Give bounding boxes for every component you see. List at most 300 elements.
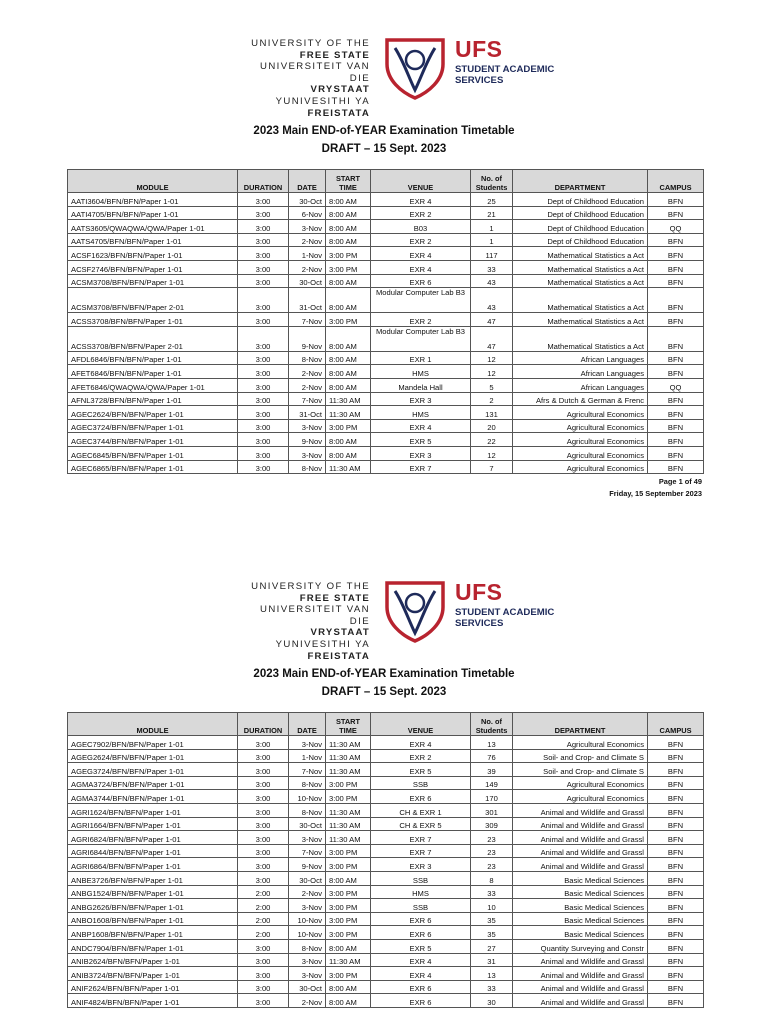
module-cell: ACSS3708/BFN/BFN/Paper 2-01 — [68, 326, 238, 351]
header-line: No. of — [481, 717, 502, 726]
students-cell: 301 — [471, 803, 513, 817]
column-header-campus: CAMPUS — [648, 713, 704, 736]
document-subtitle: DRAFT – 15 Sept. 2023 — [321, 686, 447, 698]
table-row — [68, 351, 704, 365]
venue-cell: SSB — [371, 899, 471, 913]
module-cell: ACSM3708/BFN/BFN/Paper 1-01 — [68, 274, 238, 288]
campus-cell: BFN — [648, 980, 704, 994]
venue-cell: EXR 3 — [371, 446, 471, 460]
duration-cell: 3:00 — [238, 939, 289, 953]
module-cell: ACSM3708/BFN/BFN/Paper 2-01 — [68, 288, 238, 313]
venue-cell: CH & EXR 1 — [371, 803, 471, 817]
table-row — [68, 939, 704, 953]
department-cell: African Languages — [513, 378, 648, 392]
campus-cell: BFN — [648, 433, 704, 447]
duration-cell: 2:00 — [238, 926, 289, 940]
table-row — [68, 912, 704, 926]
department-cell: Basic Medical Sciences — [513, 912, 648, 926]
campus-cell: BFN — [648, 206, 704, 220]
header-line: No. of — [481, 174, 502, 183]
duration-cell: 3:00 — [238, 790, 289, 804]
duration-cell: 3:00 — [238, 844, 289, 858]
time-cell: 3:00 PM — [326, 260, 371, 274]
venue-cell: EXR 2 — [371, 233, 471, 247]
table-row — [68, 844, 704, 858]
students-cell: 43 — [471, 288, 513, 313]
ufs-wordmark: UFS — [455, 579, 503, 605]
venue-cell: HMS — [371, 406, 471, 420]
time-cell: 8:00 AM — [326, 446, 371, 460]
date-cell: 31-Oct — [289, 288, 326, 313]
department-cell: Agricultural Economics — [513, 776, 648, 790]
table-row — [68, 193, 704, 207]
time-cell: 8:00 AM — [326, 274, 371, 288]
table-row — [68, 817, 704, 831]
campus-cell: BFN — [648, 351, 704, 365]
column-header-venue: VENUE — [371, 713, 471, 736]
header-line: TIME — [339, 183, 357, 192]
campus-cell: BFN — [648, 885, 704, 899]
venue-cell: EXR 4 — [371, 260, 471, 274]
campus-cell: BFN — [648, 419, 704, 433]
time-cell: 11:30 AM — [326, 953, 371, 967]
department-cell: Animal and Wildlife and Grassl — [513, 858, 648, 872]
date-cell: 30-Oct — [289, 871, 326, 885]
campus-cell: BFN — [648, 247, 704, 261]
table-row — [68, 406, 704, 420]
unit-name — [455, 607, 554, 629]
module-cell: ANBE3726/BFN/BFN/Paper 1-01 — [68, 871, 238, 885]
campus-cell: BFN — [648, 274, 704, 288]
campus-cell: BFN — [648, 763, 704, 777]
table-row — [68, 260, 704, 274]
department-cell: Mathematical Statistics a Act — [513, 247, 648, 261]
duration-cell: 3:00 — [238, 776, 289, 790]
table-row — [68, 233, 704, 247]
campus-cell: BFN — [648, 460, 704, 474]
department-cell: African Languages — [513, 351, 648, 365]
university-line: YUNIVESITHI YA — [275, 638, 370, 650]
date-cell: 30-Oct — [289, 193, 326, 207]
university-line: YUNIVESITHI YA — [275, 95, 370, 107]
university-line: FREISTATA — [307, 107, 370, 119]
venue-cell: Modular Computer Lab B3 — [371, 288, 471, 313]
students-cell: 13 — [471, 736, 513, 750]
venue-cell: SSB — [371, 871, 471, 885]
document-title: 2023 Main END-of-YEAR Examination Timetable — [253, 125, 515, 137]
date-cell: 6-Nov — [289, 206, 326, 220]
time-cell: 3:00 PM — [326, 419, 371, 433]
time-cell: 8:00 AM — [326, 326, 371, 351]
time-cell: 11:30 AM — [326, 392, 371, 406]
department-cell: Animal and Wildlife and Grassl — [513, 980, 648, 994]
column-header-duration: DURATION — [238, 713, 289, 736]
time-cell: 8:00 AM — [326, 365, 371, 379]
duration-cell: 3:00 — [238, 378, 289, 392]
students-cell: 33 — [471, 980, 513, 994]
department-cell: Mathematical Statistics a Act — [513, 313, 648, 327]
duration-cell: 3:00 — [238, 365, 289, 379]
module-cell: AATS4705/BFN/BFN/Paper 1-01 — [68, 233, 238, 247]
unit-name — [455, 64, 554, 86]
date-cell: 8-Nov — [289, 351, 326, 365]
department-cell: Agricultural Economics — [513, 406, 648, 420]
campus-cell: QQ — [648, 378, 704, 392]
duration-cell: 3:00 — [238, 220, 289, 234]
time-cell: 11:30 AM — [326, 763, 371, 777]
campus-cell: BFN — [648, 803, 704, 817]
module-cell: ANIB2624/BFN/BFN/Paper 1-01 — [68, 953, 238, 967]
date-cell: 7-Nov — [289, 392, 326, 406]
time-cell: 3:00 PM — [326, 247, 371, 261]
duration-cell: 3:00 — [238, 326, 289, 351]
module-cell: AGMA3744/BFN/BFN/Paper 1-01 — [68, 790, 238, 804]
students-cell: 25 — [471, 193, 513, 207]
department-cell: Afrs & Dutch & German & Frenc — [513, 392, 648, 406]
module-cell: ACSF1623/BFN/BFN/Paper 1-01 — [68, 247, 238, 261]
table-row — [68, 378, 704, 392]
department-cell: Dept of Childhood Education — [513, 220, 648, 234]
date-cell: 1-Nov — [289, 749, 326, 763]
module-cell: AATS3605/QWAQWA/QWA/Paper 1-01 — [68, 220, 238, 234]
column-header-students — [471, 170, 513, 193]
duration-cell: 3:00 — [238, 460, 289, 474]
students-cell: 35 — [471, 926, 513, 940]
time-cell: 8:00 AM — [326, 351, 371, 365]
students-cell: 149 — [471, 776, 513, 790]
department-cell: Basic Medical Sciences — [513, 899, 648, 913]
table-row — [68, 885, 704, 899]
campus-cell: BFN — [648, 844, 704, 858]
university-line: FREE STATE — [299, 49, 370, 61]
module-cell: ANBG2626/BFN/BFN/Paper 1-01 — [68, 899, 238, 913]
table-row — [68, 994, 704, 1008]
table-row — [68, 790, 704, 804]
date-cell: 3-Nov — [289, 899, 326, 913]
students-cell: 12 — [471, 351, 513, 365]
campus-cell: BFN — [648, 406, 704, 420]
table-row — [68, 392, 704, 406]
venue-cell: HMS — [371, 365, 471, 379]
table-row — [68, 871, 704, 885]
duration-cell: 3:00 — [238, 803, 289, 817]
header-line: Students — [475, 183, 508, 192]
students-cell: 5 — [471, 378, 513, 392]
date-cell: 1-Nov — [289, 247, 326, 261]
date-cell: 10-Nov — [289, 926, 326, 940]
venue-cell: B03 — [371, 220, 471, 234]
module-cell: AGRI6824/BFN/BFN/Paper 1-01 — [68, 831, 238, 845]
duration-cell: 3:00 — [238, 980, 289, 994]
campus-cell: BFN — [648, 260, 704, 274]
university-line: VRYSTAAT — [310, 84, 370, 96]
campus-cell: BFN — [648, 749, 704, 763]
venue-cell: EXR 2 — [371, 749, 471, 763]
university-line: FREE STATE — [299, 592, 370, 604]
department-cell: Dept of Childhood Education — [513, 193, 648, 207]
date-cell: 3-Nov — [289, 967, 326, 981]
duration-cell: 2:00 — [238, 912, 289, 926]
ufs-crest-icon — [381, 577, 449, 645]
venue-cell: EXR 7 — [371, 831, 471, 845]
students-cell: 31 — [471, 953, 513, 967]
duration-cell: 3:00 — [238, 967, 289, 981]
date-cell: 8-Nov — [289, 776, 326, 790]
students-cell: 23 — [471, 844, 513, 858]
time-cell: 3:00 PM — [326, 844, 371, 858]
time-cell: 8:00 AM — [326, 378, 371, 392]
date-cell: 3-Nov — [289, 220, 326, 234]
module-cell: ACSS3708/BFN/BFN/Paper 1-01 — [68, 313, 238, 327]
department-cell: Animal and Wildlife and Grassl — [513, 844, 648, 858]
venue-cell: EXR 7 — [371, 844, 471, 858]
department-cell: Mathematical Statistics a Act — [513, 326, 648, 351]
date-cell: 3-Nov — [289, 831, 326, 845]
venue-cell: EXR 4 — [371, 967, 471, 981]
table-row — [68, 288, 704, 313]
column-header-venue: VENUE — [371, 170, 471, 193]
date-cell: 10-Nov — [289, 912, 326, 926]
campus-cell: BFN — [648, 446, 704, 460]
students-cell: 23 — [471, 831, 513, 845]
venue-cell: EXR 4 — [371, 953, 471, 967]
students-cell: 33 — [471, 885, 513, 899]
module-cell: ANIF4824/BFN/BFN/Paper 1-01 — [68, 994, 238, 1008]
date-cell: 31-Oct — [289, 406, 326, 420]
university-line: VRYSTAAT — [310, 627, 370, 639]
table-row — [68, 967, 704, 981]
students-cell: 33 — [471, 260, 513, 274]
students-cell: 10 — [471, 899, 513, 913]
module-cell: ACSF2746/BFN/BFN/Paper 1-01 — [68, 260, 238, 274]
time-cell: 11:30 AM — [326, 831, 371, 845]
table-row — [68, 776, 704, 790]
time-cell: 3:00 PM — [326, 926, 371, 940]
time-cell: 11:30 AM — [326, 803, 371, 817]
department-cell: Animal and Wildlife and Grassl — [513, 967, 648, 981]
department-cell: Agricultural Economics — [513, 460, 648, 474]
duration-cell: 3:00 — [238, 831, 289, 845]
time-cell: 3:00 PM — [326, 899, 371, 913]
time-cell: 11:30 AM — [326, 817, 371, 831]
duration-cell: 3:00 — [238, 858, 289, 872]
date-cell: 30-Oct — [289, 274, 326, 288]
venue-cell: EXR 5 — [371, 433, 471, 447]
document-subtitle: DRAFT – 15 Sept. 2023 — [321, 143, 447, 155]
time-cell: 3:00 PM — [326, 790, 371, 804]
ufs-crest-icon — [381, 34, 449, 102]
venue-cell: SSB — [371, 776, 471, 790]
students-cell: 21 — [471, 206, 513, 220]
document-title: 2023 Main END-of-YEAR Examination Timetable — [253, 668, 515, 680]
time-cell: 3:00 PM — [326, 313, 371, 327]
table-row — [68, 803, 704, 817]
department-cell: Dept of Childhood Education — [513, 206, 648, 220]
campus-cell: BFN — [648, 871, 704, 885]
page-footer — [609, 476, 702, 500]
department-cell: Mathematical Statistics a Act — [513, 274, 648, 288]
date-cell: 3-Nov — [289, 736, 326, 750]
module-cell: AGRI6864/BFN/BFN/Paper 1-01 — [68, 858, 238, 872]
venue-cell: EXR 4 — [371, 193, 471, 207]
table-row — [68, 736, 704, 750]
students-cell: 27 — [471, 939, 513, 953]
campus-cell: BFN — [648, 926, 704, 940]
students-cell: 131 — [471, 406, 513, 420]
unit-line: SERVICES — [455, 75, 504, 86]
module-cell: AGEG2624/BFN/BFN/Paper 1-01 — [68, 749, 238, 763]
unit-line: STUDENT ACADEMIC — [455, 64, 555, 75]
column-header-date: DATE — [289, 170, 326, 193]
students-cell: 170 — [471, 790, 513, 804]
time-cell: 8:00 AM — [326, 233, 371, 247]
duration-cell: 3:00 — [238, 206, 289, 220]
department-cell: Soil- and Crop- and Climate S — [513, 749, 648, 763]
exam-timetable — [67, 169, 704, 474]
module-cell: AGEC3744/BFN/BFN/Paper 1-01 — [68, 433, 238, 447]
venue-cell: EXR 6 — [371, 994, 471, 1008]
venue-cell: EXR 4 — [371, 736, 471, 750]
time-cell: 8:00 AM — [326, 939, 371, 953]
time-cell: 8:00 AM — [326, 980, 371, 994]
students-cell: 8 — [471, 871, 513, 885]
date-cell: 7-Nov — [289, 313, 326, 327]
students-cell: 43 — [471, 274, 513, 288]
table-row — [68, 460, 704, 474]
table-row — [68, 247, 704, 261]
venue-cell: EXR 6 — [371, 790, 471, 804]
venue-cell: HMS — [371, 885, 471, 899]
department-cell: Mathematical Statistics a Act — [513, 288, 648, 313]
table-row — [68, 749, 704, 763]
column-header-campus: CAMPUS — [648, 170, 704, 193]
unit-line: SERVICES — [455, 618, 504, 629]
module-cell: ANBP1608/BFN/BFN/Paper 1-01 — [68, 926, 238, 940]
column-header-start-time — [326, 713, 371, 736]
duration-cell: 3:00 — [238, 817, 289, 831]
module-cell: ANIF2624/BFN/BFN/Paper 1-01 — [68, 980, 238, 994]
module-cell: AFDL6846/BFN/BFN/Paper 1-01 — [68, 351, 238, 365]
campus-cell: BFN — [648, 831, 704, 845]
time-cell: 8:00 AM — [326, 871, 371, 885]
column-header-date: DATE — [289, 713, 326, 736]
students-cell: 1 — [471, 220, 513, 234]
time-cell: 8:00 AM — [326, 994, 371, 1008]
time-cell: 11:30 AM — [326, 460, 371, 474]
duration-cell: 3:00 — [238, 406, 289, 420]
campus-cell: BFN — [648, 790, 704, 804]
campus-cell: BFN — [648, 288, 704, 313]
campus-cell: BFN — [648, 776, 704, 790]
venue-cell: EXR 4 — [371, 419, 471, 433]
time-cell: 3:00 PM — [326, 858, 371, 872]
venue-cell: Mandela Hall — [371, 378, 471, 392]
venue-cell: EXR 4 — [371, 247, 471, 261]
duration-cell: 3:00 — [238, 419, 289, 433]
date-cell: 8-Nov — [289, 939, 326, 953]
department-cell: Agricultural Economics — [513, 433, 648, 447]
module-cell: AGEC2624/BFN/BFN/Paper 1-01 — [68, 406, 238, 420]
venue-cell: EXR 7 — [371, 460, 471, 474]
campus-cell: BFN — [648, 899, 704, 913]
table-row — [68, 858, 704, 872]
column-header-department: DEPARTMENT — [513, 170, 648, 193]
header-line: START — [335, 174, 361, 183]
duration-cell: 3:00 — [238, 313, 289, 327]
date-cell: 2-Nov — [289, 260, 326, 274]
duration-cell: 3:00 — [238, 233, 289, 247]
duration-cell: 3:00 — [238, 736, 289, 750]
students-cell: 1 — [471, 233, 513, 247]
page-number: Page 1 of 49 — [658, 477, 702, 486]
duration-cell: 3:00 — [238, 749, 289, 763]
campus-cell: BFN — [648, 994, 704, 1008]
campus-cell: QQ — [648, 220, 704, 234]
venue-cell: EXR 3 — [371, 858, 471, 872]
department-cell: Quantity Surveying and Constr — [513, 939, 648, 953]
module-cell: AGRI1624/BFN/BFN/Paper 1-01 — [68, 803, 238, 817]
students-cell: 20 — [471, 419, 513, 433]
duration-cell: 3:00 — [238, 260, 289, 274]
duration-cell: 2:00 — [238, 899, 289, 913]
venue-cell: EXR 6 — [371, 912, 471, 926]
students-cell: 30 — [471, 994, 513, 1008]
students-cell: 22 — [471, 433, 513, 447]
document-page — [0, 543, 768, 1024]
campus-cell: BFN — [648, 953, 704, 967]
department-cell: Agricultural Economics — [513, 736, 648, 750]
students-cell: 35 — [471, 912, 513, 926]
duration-cell: 3:00 — [238, 392, 289, 406]
time-cell: 3:00 PM — [326, 885, 371, 899]
department-cell: Animal and Wildlife and Grassl — [513, 817, 648, 831]
university-line: UNIVERSITEIT VAN DIE — [259, 61, 370, 84]
department-cell: Soil- and Crop- and Climate S — [513, 763, 648, 777]
exam-timetable — [67, 712, 704, 1008]
venue-cell: EXR 6 — [371, 274, 471, 288]
table-row — [68, 419, 704, 433]
table-row — [68, 313, 704, 327]
students-cell: 47 — [471, 326, 513, 351]
campus-cell: BFN — [648, 967, 704, 981]
header-line: START — [335, 717, 361, 726]
date-cell: 3-Nov — [289, 419, 326, 433]
unit-line: STUDENT ACADEMIC — [455, 607, 555, 618]
module-cell: ANDC7904/BFN/BFN/Paper 1-01 — [68, 939, 238, 953]
table-row — [68, 953, 704, 967]
campus-cell: BFN — [648, 365, 704, 379]
duration-cell: 3:00 — [238, 274, 289, 288]
date-cell: 30-Oct — [289, 980, 326, 994]
university-name — [236, 38, 370, 119]
module-cell: ANBG1524/BFN/BFN/Paper 1-01 — [68, 885, 238, 899]
university-name — [236, 581, 370, 662]
venue-cell: EXR 1 — [371, 351, 471, 365]
venue-cell: EXR 5 — [371, 939, 471, 953]
date-cell: 2-Nov — [289, 365, 326, 379]
students-cell: 13 — [471, 967, 513, 981]
table-row — [68, 926, 704, 940]
department-cell: Animal and Wildlife and Grassl — [513, 831, 648, 845]
department-cell: Animal and Wildlife and Grassl — [513, 953, 648, 967]
venue-cell: Modular Computer Lab B3 — [371, 326, 471, 351]
module-cell: AATI3604/BFN/BFN/Paper 1-01 — [68, 193, 238, 207]
campus-cell: BFN — [648, 817, 704, 831]
duration-cell: 3:00 — [238, 433, 289, 447]
time-cell: 11:30 AM — [326, 736, 371, 750]
date-cell: 2-Nov — [289, 994, 326, 1008]
campus-cell: BFN — [648, 939, 704, 953]
